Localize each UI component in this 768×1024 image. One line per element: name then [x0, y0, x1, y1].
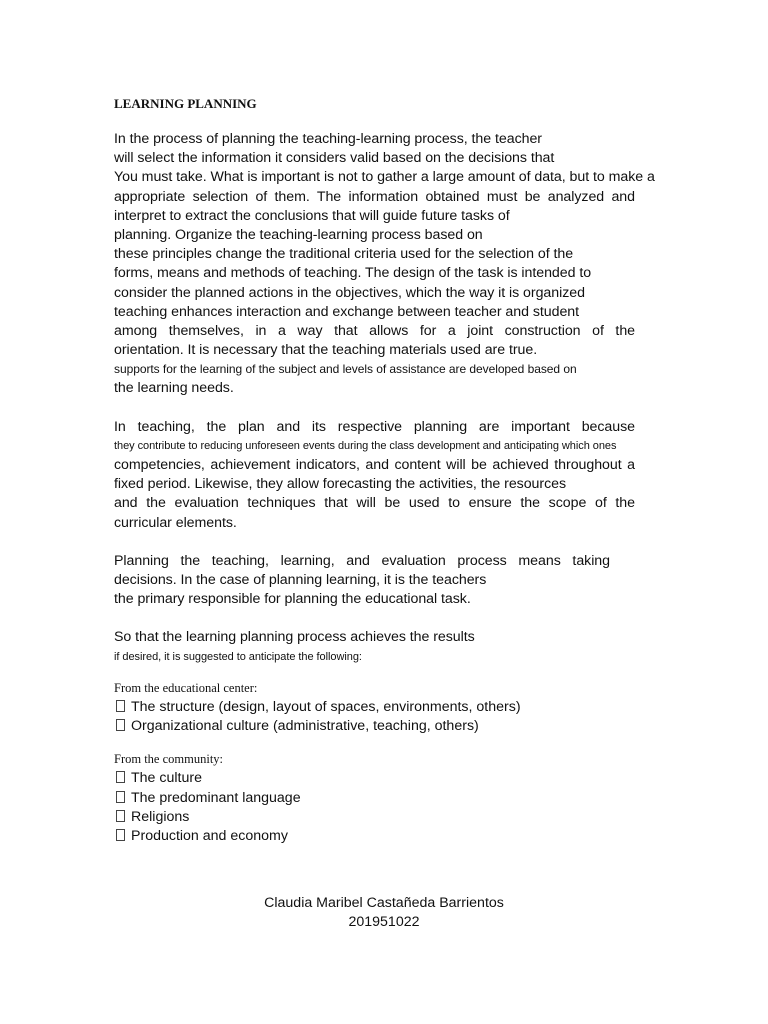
- section-educational-center: [114, 679, 674, 737]
- text-line: planning. Organize the teaching-learning process based on: [114, 226, 483, 243]
- text-line: consider the planned actions in the objectives, which the way it is organized: [114, 284, 585, 301]
- text-line: appropriate selection of them. The information obtained must be analyzed and: [114, 188, 635, 205]
- checkbox-icon: [116, 810, 125, 822]
- text-line: among themselves, in a way that allows for a joint construction of the: [114, 322, 635, 339]
- author-name: Claudia Maribel Castañeda Barrientos: [264, 895, 504, 911]
- paragraph-1: [114, 130, 674, 399]
- document-title: LEARNING PLANNING: [114, 96, 257, 111]
- list-item: Religions: [114, 808, 674, 827]
- text-line: In teaching, the plan and its respective planning are important because: [114, 418, 635, 435]
- text-line: curricular elements.: [114, 514, 237, 531]
- list-item: Production and economy: [114, 827, 674, 846]
- section-heading: From the educational center:: [114, 680, 258, 695]
- text-line: supports for the learning of the subject and levels of assistance are developed based on: [114, 362, 577, 377]
- author-footer: [0, 894, 768, 931]
- text-line: interpret to extract the conclusions that will guide future tasks of: [114, 207, 510, 224]
- paragraph-2: [114, 418, 674, 533]
- text-line: if desired, it is suggested to anticipate the following:: [114, 650, 362, 663]
- text-line: Planning the teaching, learning, and evaluation process means taking: [114, 552, 610, 569]
- paragraph-3: [114, 552, 674, 610]
- paragraph-4: [114, 628, 674, 666]
- text-line: the primary responsible for planning the educational task.: [114, 591, 471, 608]
- checkbox-icon: [116, 771, 125, 783]
- text-line: these principles change the traditional criteria used for the selection of the: [114, 246, 574, 263]
- text-line: In the process of planning the teaching-learning process, the teacher: [114, 131, 542, 147]
- section-heading: From the community:: [114, 752, 224, 767]
- text-line: So that the learning planning process achieves the results: [114, 629, 475, 646]
- text-line: orientation. It is necessary that the teaching materials used are true.: [114, 342, 538, 359]
- text-line: forms, means and methods of teaching. The design of the task is intended to: [114, 265, 592, 282]
- checkbox-icon: [116, 719, 125, 731]
- text-line: and the evaluation techniques that will be used to ensure the scope of the: [114, 495, 635, 512]
- section-community: [114, 750, 674, 846]
- text-line: competencies, achievement indicators, and content will be achieved throughout a: [114, 457, 635, 473]
- list-item: The structure (design, layout of spaces, environments, others): [114, 698, 674, 717]
- text-line: they contribute to reducing unforeseen events during the class development and anticipating which ones: [114, 439, 617, 452]
- document-body: [114, 94, 674, 846]
- text-line: decisions. In the case of planning learning, it is the teachers: [114, 571, 487, 588]
- checkbox-icon: [116, 700, 125, 712]
- list-item: The predominant language: [114, 789, 674, 808]
- list-item: The culture: [114, 769, 674, 788]
- text-line: fixed period. Likewise, they allow forecasting the activities, the resources: [114, 476, 567, 493]
- checkbox-icon: [116, 791, 125, 803]
- text-line: teaching enhances interaction and exchange between teacher and student: [114, 303, 580, 320]
- student-id: 201951022: [348, 913, 420, 930]
- list-item: Organizational culture (administrative, teaching, others): [114, 717, 674, 736]
- text-line: the learning needs.: [114, 380, 234, 397]
- checkbox-icon: [116, 829, 125, 841]
- text-line: will select the information it considers valid based on the decisions that: [114, 150, 555, 167]
- text-line: You must take. What is important is not to gather a large amount of data, but to make a: [114, 169, 655, 186]
